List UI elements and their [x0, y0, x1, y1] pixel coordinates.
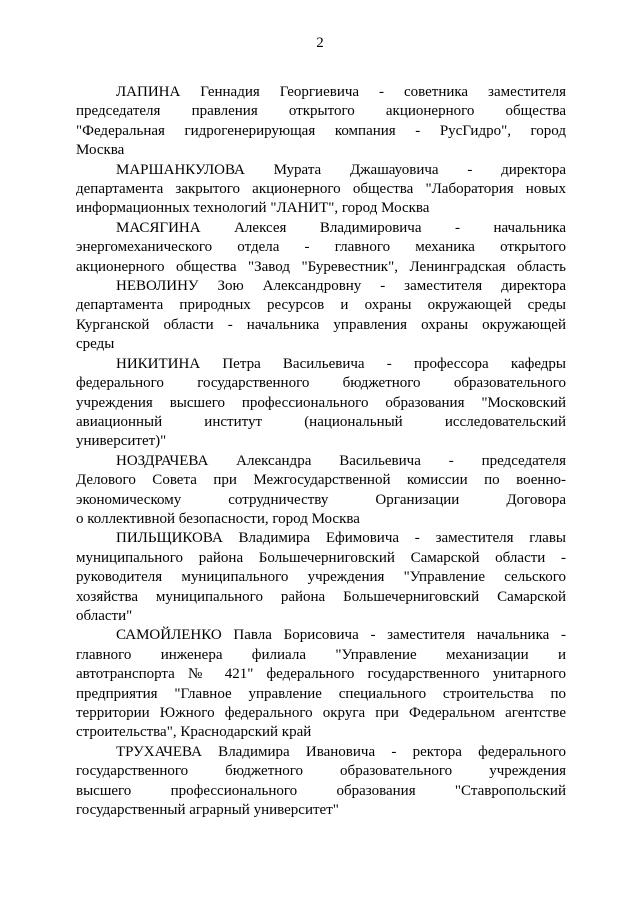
entry-line: акционерного общества "Завод "Буревестник", Ленинградская область: [76, 258, 566, 275]
entry-line: ТРУХАЧЕВА Владимира Ивановича - ректора федерального: [116, 743, 566, 760]
entry-line: энергомеханического отдела - главного механика открытого: [76, 239, 566, 256]
entry-line: муниципального района Большечерниговский Самарской области -: [76, 549, 566, 566]
entry-line: Москва: [76, 142, 125, 159]
entry-line: Курганской области - начальника управления охраны окружающей: [76, 316, 566, 333]
list-item: [76, 83, 566, 161]
entry-line: университет)": [76, 433, 167, 450]
entry-line: ЛАПИНА Геннадия Георгиевича - советника заместителя: [116, 84, 566, 100]
page-number: 2: [316, 35, 324, 51]
list-item: [76, 161, 566, 219]
entry-line: департамента природных ресурсов и охраны окружающей среды: [76, 297, 566, 314]
entry-line: предприятия "Главное управление специального строительства по: [76, 685, 566, 702]
entry-line: экономическому сотрудничеству Организации Договора: [76, 491, 566, 508]
entry-line: информационных технологий "ЛАНИТ", город Москва: [76, 200, 430, 217]
list-item: [76, 626, 566, 742]
list-item: [76, 743, 566, 821]
entry-line: ПИЛЬЩИКОВА Владимира Ефимовича - заместителя главы: [116, 530, 566, 547]
entry-line: хозяйства муниципального района Большечерниговский Самарской: [76, 588, 566, 605]
entry-line: федерального государственного бюджетного образовательного: [76, 375, 566, 392]
entry-line: председателя правления открытого акционерного общества: [76, 103, 566, 120]
entry-line: департамента закрытого акционерного общества "Лаборатория новых: [76, 181, 566, 198]
award-list: [76, 83, 566, 820]
entry-line: среды: [76, 336, 115, 353]
entry-line: области": [76, 607, 133, 624]
entry-line: авиационный институт (национальный исследовательский: [76, 413, 566, 430]
entry-line: главного инженера филиала "Управление механизации и: [76, 646, 566, 663]
entry-line: НИКИТИНА Петра Васильевича - профессора кафедры: [116, 355, 566, 372]
list-item: [76, 452, 566, 530]
entry-line: МАРШАНКУЛОВА Мурата Джашауовича - директора: [116, 161, 566, 178]
entry-line: автотранспорта № 421" федерального государственного унитарного: [76, 666, 566, 683]
entry-line: Делового Совета при Межгосударственной комиссии по военно-: [76, 472, 566, 489]
entry-line: государственный аграрный университет": [76, 802, 339, 819]
entry-line: о коллективной безопасности, город Москва: [76, 510, 360, 527]
entry-line: строительства", Краснодарский край: [76, 724, 312, 741]
entry-line: НЕВОЛИНУ Зою Александровну - заместителя директора: [116, 278, 566, 295]
list-item: [76, 529, 566, 626]
entry-line: учреждения высшего профессионального образования "Московский: [76, 394, 566, 411]
list-item: [76, 355, 566, 452]
entry-line: САМОЙЛЕНКО Павла Борисовича - заместителя начальника -: [116, 627, 566, 644]
list-item: [76, 277, 566, 355]
entry-line: высшего профессионального образования "Ставропольский: [76, 782, 566, 799]
entry-line: территории Южного федерального округа при Федеральном агентстве: [76, 705, 566, 721]
entry-line: МАСЯГИНА Алексея Владимировича - начальника: [116, 219, 566, 236]
entry-line: НОЗДРАЧЕВА Александра Васильевича - председателя: [116, 452, 566, 469]
entry-line: государственного бюджетного образовательного учреждения: [76, 763, 566, 780]
list-item: [76, 219, 566, 277]
entry-line: руководителя муниципального учреждения "Управление сельского: [76, 569, 566, 586]
entry-line: "Федеральная гидрогенерирующая компания - РусГидро", город: [76, 122, 566, 139]
